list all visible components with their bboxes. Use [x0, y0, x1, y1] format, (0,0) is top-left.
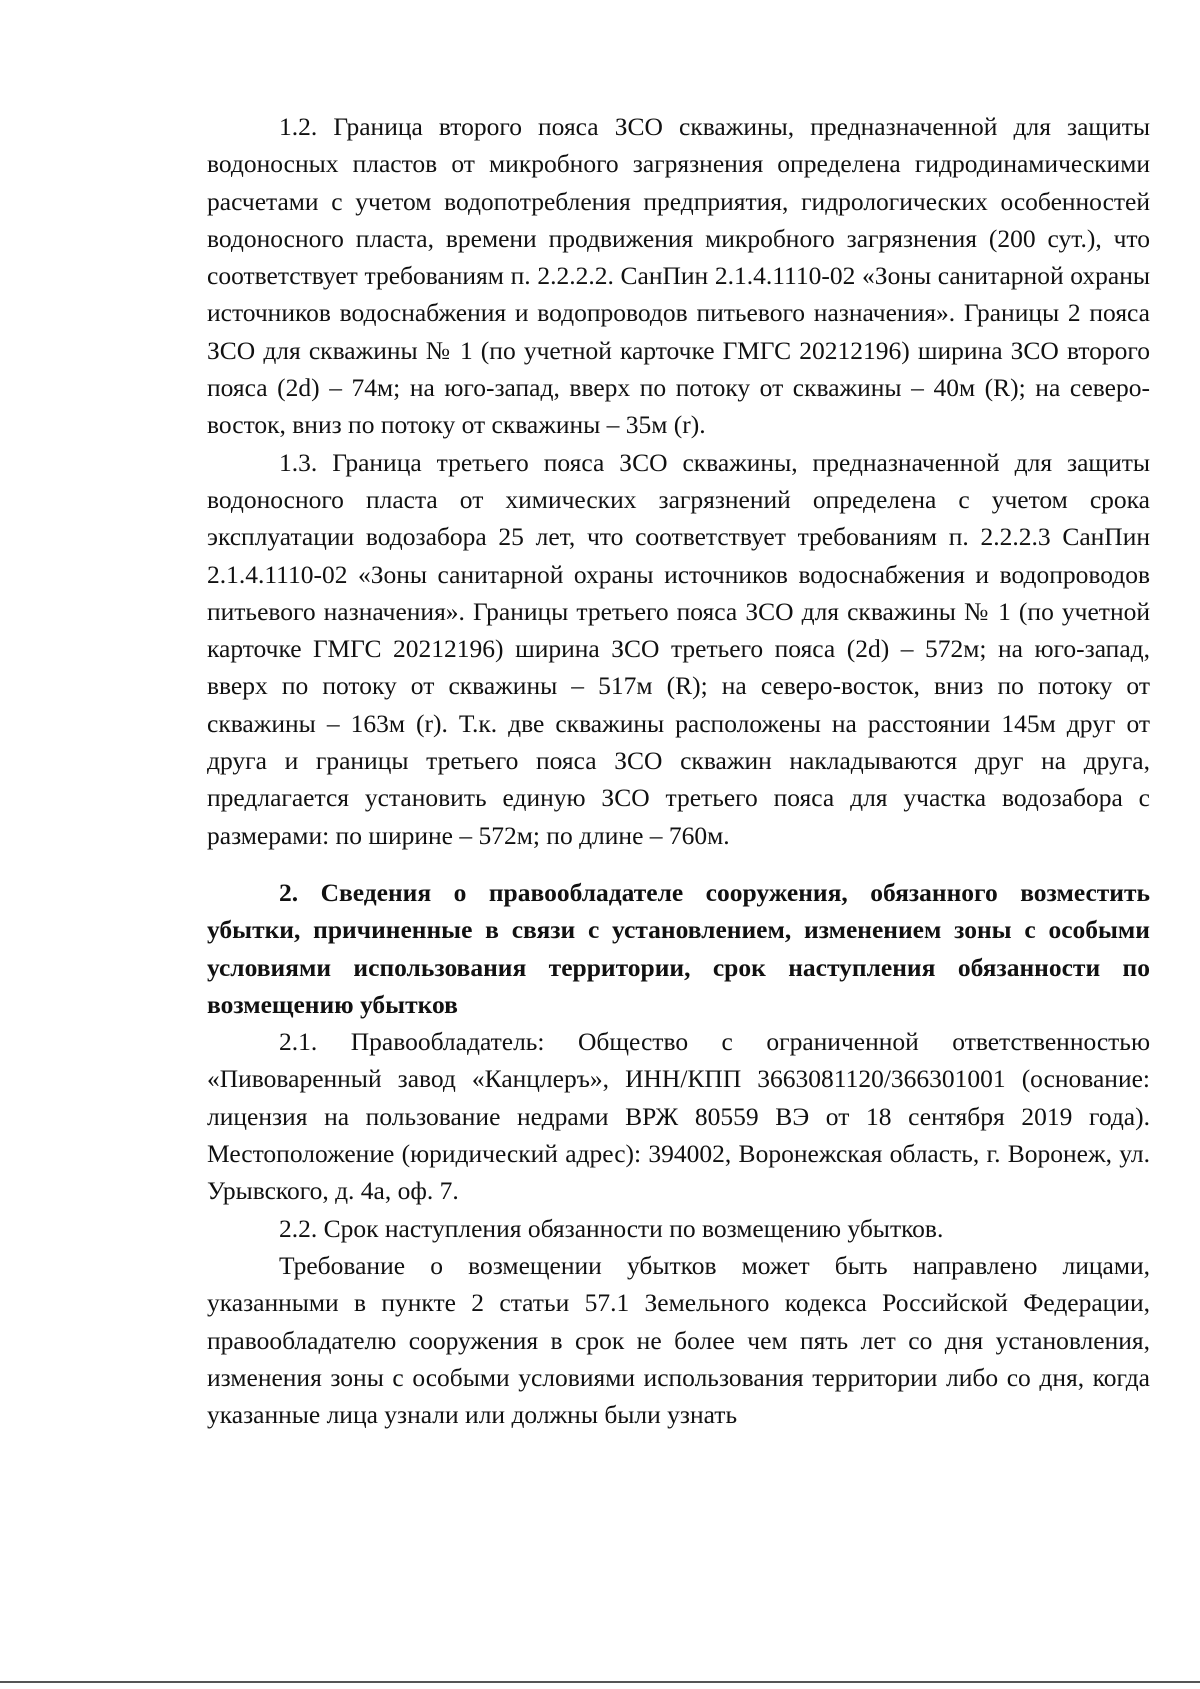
- paragraph-2-1-rights-holder: 2.1. Правообладатель: Общество с ограниченной ответственностью «Пивоваренный завод «Канцлеръ», ИНН/КПП 3663081120/366301001 (основание: лицензия на пользование недрами ВРЖ 80559 ВЭ от 18 сентября 2019 года). Местоположение (юридический адрес): 394002, Воронежская область, г. Воронеж, ул. Урывского, д. 4а, оф. 7.: [207, 1027, 1150, 1206]
- paragraph-1-3-third-zone-boundary: 1.3. Граница третьего пояса ЗСО скважины, предназначенной для защиты водоносного пласта от химических загрязнений определена с учетом срока эксплуатации водозабора 25 лет, что соответствует требованиям п. 2.2.2.3 СанПин 2.1.4.1110-02 «Зоны санитарной охраны источников водоснабжения и водопроводов питьевого назначения». Границы третьего пояса ЗСО для скважины № 1 (по учетной карточке ГМГС 20212196) ширина ЗСО третьего пояса (2d) – 572м; на юго-запад, вверх по потоку от скважины – 517м (R); на северо-восток, вниз по потоку от скважины – 163м (r). Т.к. две скважины расположены на расстоянии 145м друг от друга и границы третьего пояса ЗСО скважин накладываются друг на друга, предлагается установить единую ЗСО третьего пояса для участка водозабора с размерами: по ширине – 572м; по длине – 760м.: [207, 447, 1150, 850]
- page-bottom-rule: [0, 1681, 1200, 1683]
- paragraph-1-2-second-zone-boundary: 1.2. Граница второго пояса ЗСО скважины, предназначенной для защиты водоносных пластов от микробного загрязнения определена гидродинамическими расчетами с учетом водопотребления предприятия, гидрологических особенностей водоносного пласта, времени продвижения микробного загрязнения (200 сут.), что соответствует требованиям п. 2.2.2.2. СанПин 2.1.4.1110-02 «Зоны санитарной охраны источников водоснабжения и водопроводов питьевого назначения». Границы 2 пояса ЗСО для скважины № 1 (по учетной карточке ГМГС 20212196) ширина ЗСО второго пояса (2d) – 74м; на юго-запад, вверх по потоку от скважины – 40м (R); на северо-восток, вниз по потоку от скважины – 35м (r).: [207, 112, 1150, 440]
- section-2-heading: 2. Сведения о правообладателе сооружения, обязанного возместить убытки, причиненные в связи с установлением, изменением зоны с особыми условиями использования территории, срок наступления обязанности по возмещению убытков: [207, 877, 1150, 1019]
- paragraph-compensation-claim: Требование о возмещении убытков может быть направлено лицами, указанными в пункте 2 статьи 57.1 Земельного кодекса Российской Федерации, правообладателю сооружения в срок не более чем пять лет со дня установления, изменения зоны с особыми условиями использования территории либо со дня, когда указанные лица узнали или должны были узнать: [207, 1250, 1150, 1430]
- document-body: [207, 108, 1150, 1433]
- paragraph-2-2-compensation-term: 2.2. Срок наступления обязанности по возмещению убытков.: [279, 1213, 944, 1243]
